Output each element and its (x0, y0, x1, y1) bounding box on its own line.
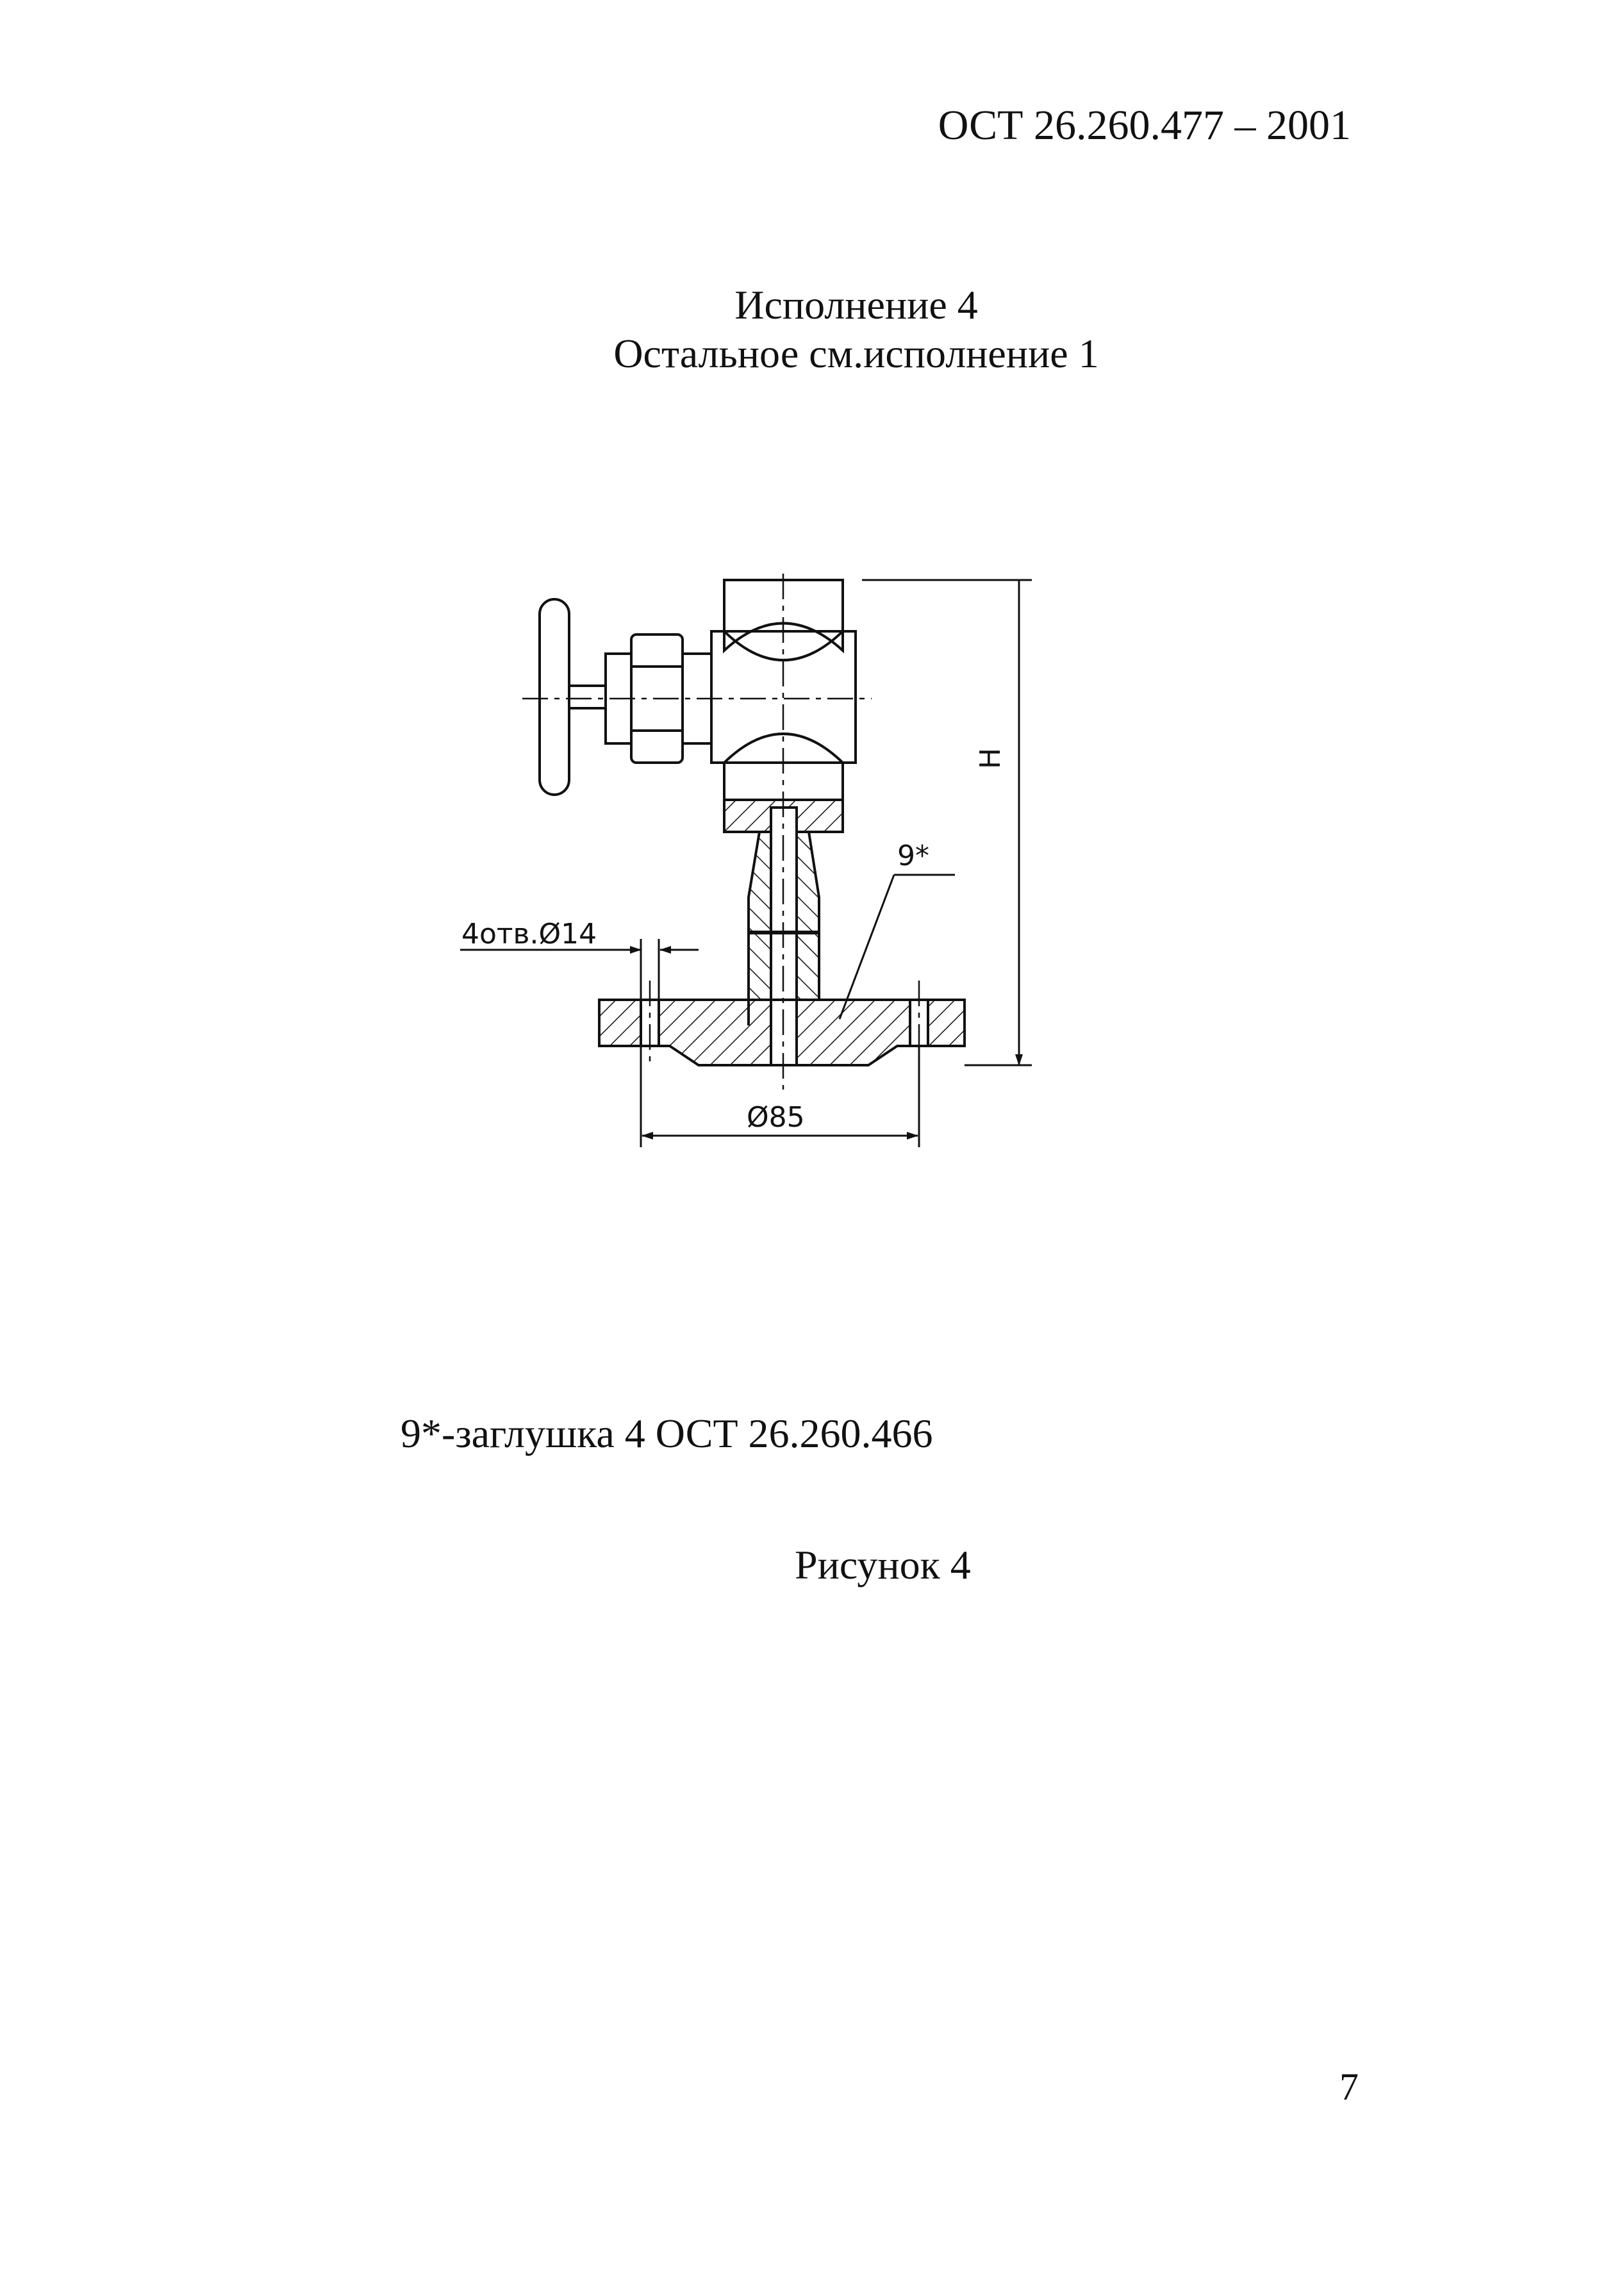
figure-caption: Рисунок 4 (795, 1542, 971, 1588)
holes-label: 4отв.Ø14 (461, 918, 597, 950)
handwheel (540, 599, 569, 795)
page-number: 7 (1339, 2066, 1359, 2108)
heading-line-1: Исполнение 4 (734, 282, 978, 328)
document-number: ОСТ 26.260.477 – 2001 (938, 102, 1351, 149)
diameter-label: Ø85 (747, 1101, 805, 1134)
heading-line-2: Остальное см.исполнение 1 (613, 331, 1099, 376)
part-note: 9*-заглушка 4 ОСТ 26.260.466 (401, 1411, 933, 1456)
dimension-label-h: H (974, 747, 1007, 769)
part-label-9: 9* (897, 840, 929, 872)
valve-drawing-svg (461, 564, 1077, 1179)
technical-drawing (461, 564, 1077, 1179)
section-heading (0, 281, 1624, 378)
